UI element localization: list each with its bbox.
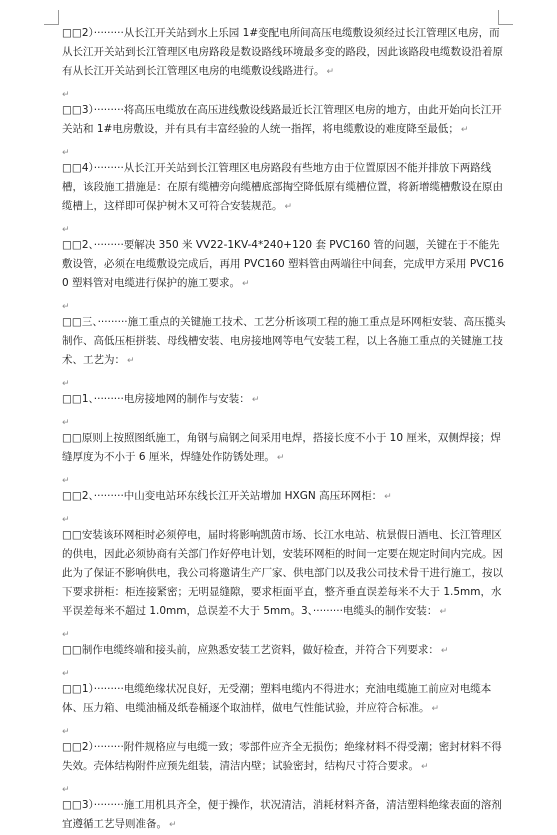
paragraph: □□2、·········要解决 350 米 VV22-1KV-4*240+120 套 PVC160 管的问题，关键在于不能先敷设管，必须在电缆敷设完成后，再用 PVC160 塑料管由两端往中间套，完成甲方采用 PVC160 塑料管对电缆进行保护的施工要求。 ↵ bbox=[62, 239, 505, 289]
paragraph-mark-icon: ↵ bbox=[169, 820, 177, 830]
paragraph: □□三、·········施工重点的关键施工技术、工艺分析该项工程的施工重点是环网柜安装、高压揽头制作、高低压柜拼装、母线槽安装、电房接地网等电气安装工程，以上各施工重点的关键施工技术、工艺为： ↵ bbox=[62, 316, 506, 366]
empty-paragraph bbox=[62, 410, 508, 429]
empty-paragraph bbox=[62, 371, 508, 390]
paragraph-mark-icon: ↵ bbox=[62, 302, 70, 312]
paragraph-mark-icon: ↵ bbox=[242, 279, 250, 289]
paragraph-mark-icon: ↵ bbox=[251, 395, 260, 405]
empty-paragraph bbox=[62, 777, 508, 796]
paragraph-mark-icon: ↵ bbox=[440, 646, 449, 656]
paragraph-mark-icon: ↵ bbox=[276, 453, 285, 463]
document-body bbox=[62, 24, 508, 835]
paragraph-mark-icon: ↵ bbox=[127, 356, 135, 366]
paragraph-mark-icon: ↵ bbox=[62, 225, 70, 235]
paragraph-mark-icon: ↵ bbox=[431, 704, 440, 714]
paragraph-mark-icon: ↵ bbox=[62, 379, 70, 389]
paragraph: □□制作电缆终端和接头前，应熟悉安装工艺资料，做好检查，并符合下列要求： ↵ bbox=[62, 644, 449, 656]
paragraph: □□安装该环网柜时必须停电，届时将影响凯茵市场、长江水电站、杭景假日酒电、长江管理区的供电，因此必须协商有关部门作好停电计划，安装环网柜的时间一定要在规定时间内完成。因此为了保证不影响供电，我公司将邀请生产厂家、供电部门以及我公司技术骨干进行施工，按以下要求拼柜：柜连接紧密；无明显缝隙，要求柜面平直，整齐垂直误差每米不大于 1.5mm，水平误差每米不超过 1.0mm，总误差不大于 5mm。3、·········电缆头的制作安装： ↵ bbox=[62, 529, 503, 617]
paragraph-mark-icon: ↵ bbox=[62, 476, 70, 486]
paragraph-mark-icon: ↵ bbox=[62, 418, 70, 428]
paragraph: □□3）·········将高压电缆放在高压进线敷设线路最近长江管理区电房的地方，由此开始向长江开关站和 1#电房敷设，并有具有丰富经验的人统一指挥，将电缆敷设的难度降至最低； ↵ bbox=[62, 104, 502, 135]
paragraph: □□2）·········从长江开关站到水上乐园 1#变配电所间高压电缆敷设须经过长江管理区电房，而从长江开关站到长江管理区电房路段是数设路线环境最多变的路段，因此该路段电缆数设沿着原有从长江开关站到长江管理区电房的电缆敷设线路进行。 ↵ bbox=[62, 27, 503, 77]
paragraph: □□原则上按照图纸施工，角钢与扁钢之间采用电焊，搭接长度不小于 10 厘米，双侧焊接；焊缝厚度为不小于 6 厘米，焊缝处作防锈处理。 ↵ bbox=[62, 432, 501, 463]
empty-paragraph bbox=[62, 217, 508, 236]
paragraph-mark-icon: ↵ bbox=[62, 630, 70, 640]
empty-paragraph bbox=[62, 661, 508, 680]
paragraph-mark-icon: ↵ bbox=[62, 515, 70, 525]
paragraph-mark-icon: ↵ bbox=[439, 607, 447, 617]
paragraph-mark-icon: ↵ bbox=[460, 125, 469, 135]
paragraph-mark-icon: ↵ bbox=[284, 202, 293, 212]
paragraph-mark-icon: ↵ bbox=[62, 727, 70, 737]
paragraph: □□2）·········附件规格应与电缆一致；零部件应齐全无损伤；绝缘材料不得受潮；密封材料不得失效。壳体结构附件应预先组装，清洁内壁；试验密封，结构尺寸符合要求。 ↵ bbox=[62, 741, 502, 772]
paragraph-mark-icon: ↵ bbox=[62, 669, 70, 679]
empty-paragraph bbox=[62, 719, 508, 738]
paragraph-mark-icon: ↵ bbox=[384, 492, 392, 502]
paragraph-mark-icon: ↵ bbox=[421, 762, 429, 772]
empty-paragraph bbox=[62, 140, 508, 159]
paragraph-mark-icon: ↵ bbox=[62, 148, 70, 158]
empty-paragraph bbox=[62, 622, 508, 641]
paragraph: □□4）·········从长江开关站到长江管理区电房路段有些地方由于位置原因不能并排放下两路线槽，该段施工措施是：在原有缆槽旁向缆槽底部掏空降低原有缆槽位置，将新增缆槽敷设在原由缆槽上，这样即可保护树木又可符合安装规范。 ↵ bbox=[62, 162, 503, 212]
paragraph: □□3）·········施工用机具齐全，便于操作，状况清洁，消耗材料齐备，清洁塑料绝缘表面的溶剂宜遵循工艺导则准备。 ↵ bbox=[62, 799, 502, 830]
paragraph: □□1）·········电缆绝缘状况良好，无受潮；塑料电缆内不得进水；充油电缆施工前应对电缆本体、压力箱、电缆油桶及纸卷桶逐个取油样，做电气性能试验，并应符合标准。 ↵ bbox=[62, 683, 492, 714]
paragraph-mark-icon: ↵ bbox=[62, 785, 70, 795]
empty-paragraph bbox=[62, 82, 508, 101]
crop-mark-top-left bbox=[44, 10, 59, 25]
empty-paragraph bbox=[62, 507, 508, 526]
paragraph: □□1、·········电房接地网的制作与安装： ↵ bbox=[62, 393, 260, 405]
crop-mark-top-right bbox=[498, 10, 513, 25]
empty-paragraph bbox=[62, 468, 508, 487]
paragraph-mark-icon: ↵ bbox=[62, 90, 70, 100]
empty-paragraph bbox=[62, 294, 508, 313]
paragraph: □□2、·········中山变电站环东线长江开关站增加 HXGN 高压环网柜： ↵ bbox=[62, 490, 392, 502]
paragraph-mark-icon: ↵ bbox=[326, 67, 335, 77]
